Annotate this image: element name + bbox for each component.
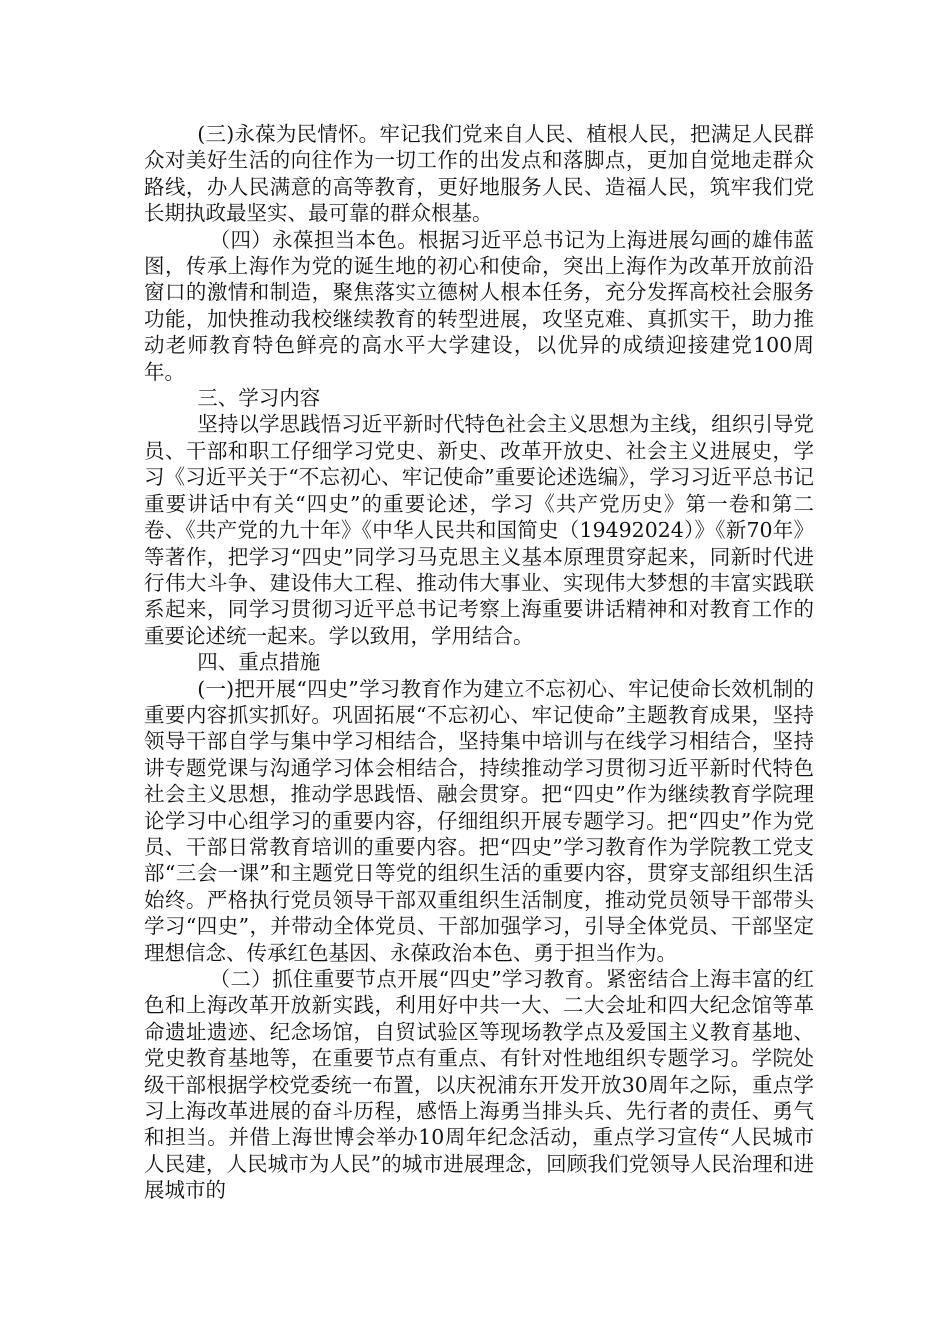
section-heading-key-measures: 四、重点措施 [197,650,321,675]
paragraph-responsibility: （四）永葆担当本色。根据习近平总书记为上海进展勾画的雄伟蓝图，传承上海作为党的诞生地的初心和使命，突出上海作为改革开放前沿窗口的激情和制造，聚焦落实立德树人根本任务，充分发挥高校社会服务功能，加快推动我校继续教育的转型进展，攻坚克难、真抓实干，助力推动老师教育特色鲜亮的高水平大学建设，以优异的成绩迎接建党100周年。 [144,227,814,384]
paragraph-people-sentiment: (三)永葆为民情怀。牢记我们党来自人民、植根人民，把满足人民群众对美好生活的向往作为一切工作的出发点和落脚点，更加自觉地走群众路线，办人民满意的高等教育，更好地服务人民、造福人民，筑牢我们党长期执政最坚实、最可靠的群众根基。 [144,122,814,226]
paragraph-study-content: 坚持以学思践悟习近平新时代特色社会主义思想为主线，组织引导党员、干部和职工仔细学习党史、新史、改革开放史、社会主义进展史，学习《习近平关于“不忘初心、牢记使命”重要论述选编》，学习习近平总书记重要讲话中有关“四史”的重要论述，学习《共产党历史》第一卷和第二卷、《共产党的九十年》《中华人民共和国简史（19492024）》《新70年》等著作，把学习“四史”同学习马克思主义基本原理贯穿起来，同新时代进行伟大斗争、建设伟大工程、推动伟大事业、实现伟大梦想的丰富实践联系起来，同学习贯彻习近平总书记考察上海重要讲话精神和对教育工作的重要论述统一起来。学以致用，学用结合。 [144,412,814,648]
paragraph-measure-one: (一)把开展“四史”学习教育作为建立不忘初心、牢记使命长效机制的重要内容抓实抓好。巩固拓展“不忘初心、牢记使命”主题教育成果，坚持领导干部自学与集中学习相结合，坚持集中培训与在线学习相结合，坚持讲专题党课与沟通学习体会相结合，持续推动学习贯彻习近平新时代特色社会主义思想，推动学思践悟、融会贯穿。把“四史”作为继续教育学院理论学习中心组学习的重要内容，仔细组织开展专题学习。把“四史”作为党员、干部日常教育培训的重要内容。把“四史”学习教育作为学院教工党支部“三会一课”和主题党日等党的组织生活的重要内容，贯穿支部组织生活始终。严格执行党员领导干部双重组织生活制度，推动党员领导干部带头学习“四史”，并带动全体党员、干部加强学习，引导全体党员、干部坚定理想信念、传承红色基因、永葆政治本色、勇于担当作为。 [144,676,814,965]
section-heading-study-content: 三、学习内容 [197,386,321,411]
paragraph-measure-two: （二）抓住重要节点开展“四史”学习教育。紧密结合上海丰富的红色和上海改革开放新实践，利用好中共一大、二大会址和四大纪念馆等革命遗址遗迹、纪念场馆，自贸试验区等现场教学点及爱国主义教育基地、党史教育基地等，在重要节点有重点、有针对性地组织专题学习。学院处级干部根据学校党委统一布置，以庆祝浦东开发开放30周年之际，重点学习上海改革进展的奋斗历程，感悟上海勇当排头兵、先行者的责任、勇气和担当。并借上海世博会举办10周年纪念活动，重点学习宣传“人民城市人民建，人民城市为人民”的城市进展理念，回顾我们党领导人民治理和进展城市的 [144,967,814,1203]
document-body [144,121,814,1204]
